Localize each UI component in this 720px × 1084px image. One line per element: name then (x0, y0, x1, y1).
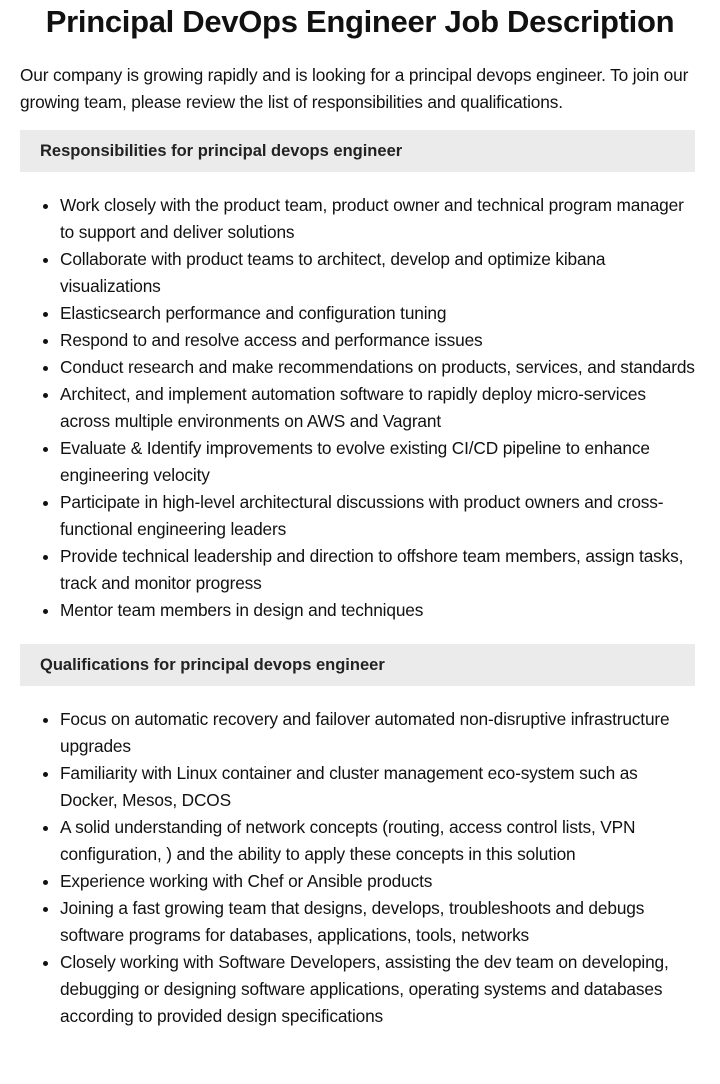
list-item: • Joining a fast growing team that designs, develops, troubleshoots and debugs software programs for databases, applications, tools, networks (60, 895, 695, 949)
list-item: • Mentor team members in design and techniques (60, 597, 695, 624)
list-item: • Architect, and implement automation software to rapidly deploy micro-services across multiple environments on AWS and Vagrant (60, 381, 695, 435)
list-item: • Work closely with the product team, product owner and technical program manager to support and deliver solutions (60, 192, 695, 246)
list-item: • Provide technical leadership and direction to offshore team members, assign tasks, track and monitor progress (60, 543, 695, 597)
list-item: • Familiarity with Linux container and cluster management eco-system such as Docker, Mesos, DCOS (60, 760, 695, 814)
list-item: • Collaborate with product teams to architect, develop and optimize kibana visualizations (60, 246, 695, 300)
responsibilities-heading: Responsibilities for principal devops engineer (20, 130, 695, 172)
list-item: • A solid understanding of network concepts (routing, access control lists, VPN configuration, ) and the ability to apply these concepts in this solution (60, 814, 695, 868)
list-item: • Focus on automatic recovery and failover automated non-disruptive infrastructure upgrades (60, 706, 695, 760)
intro-paragraph: Our company is growing rapidly and is looking for a principal devops engineer. To join our growing team, please review the list of responsibilities and qualifications. (20, 65, 689, 112)
responsibilities-list (20, 192, 695, 624)
list-item: • Respond to and resolve access and performance issues (60, 327, 695, 354)
list-item: • Evaluate & Identify improvements to evolve existing CI/CD pipeline to enhance engineering velocity (60, 435, 695, 489)
qualifications-list (20, 706, 695, 1030)
list-item: • Experience working with Chef or Ansible products (60, 868, 695, 895)
list-item: • Participate in high-level architectural discussions with product owners and cross-functional engineering leaders (60, 489, 695, 543)
list-item: • Elasticsearch performance and configuration tuning (60, 300, 695, 327)
list-item: • Conduct research and make recommendations on products, services, and standards (60, 354, 695, 381)
page-title: Principal DevOps Engineer Job Description (45, 4, 675, 39)
qualifications-heading: Qualifications for principal devops engineer (20, 644, 695, 686)
list-item: • Closely working with Software Developers, assisting the dev team on developing, debugging or designing software applications, operating systems and databases according to provided design specifications (60, 949, 695, 1030)
